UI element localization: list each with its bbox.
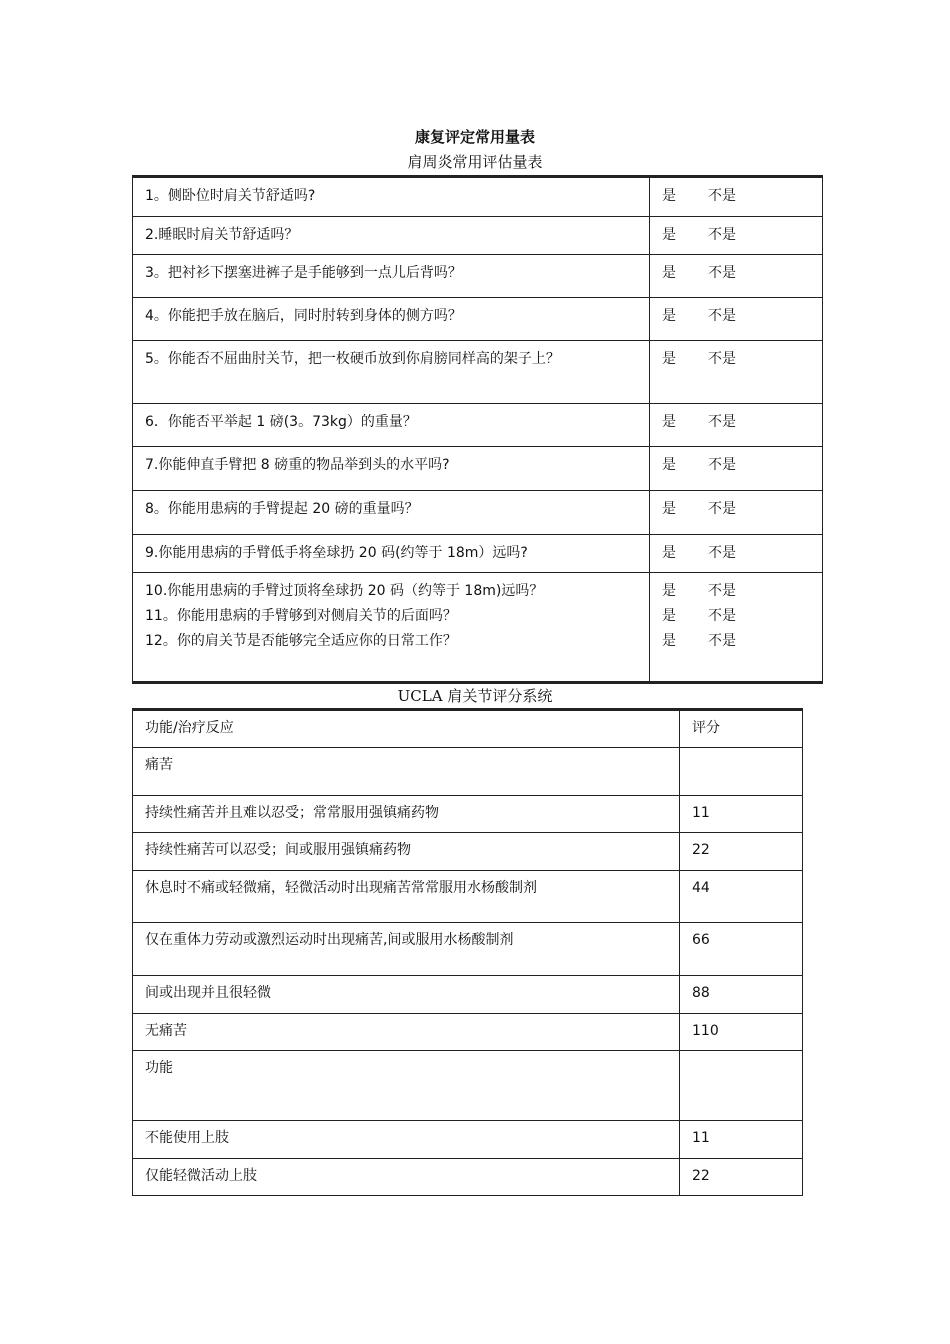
question-line: 12。你的肩关节是否能够完全适应你的日常工作？ [145, 633, 457, 649]
answer-yes: 是 [662, 501, 676, 517]
answer-no: 不是 [708, 414, 736, 430]
table-header-row [133, 710, 803, 748]
answer-yes: 是 [662, 583, 676, 599]
criterion-cell: 无痛苦 [133, 1014, 680, 1051]
score-cell: 11 [680, 1121, 803, 1159]
answer-no: 不是 [708, 188, 736, 204]
ucla-scale-caption: UCLA 肩关节评分系统 [397, 687, 553, 705]
score-cell: 66 [680, 923, 803, 976]
criterion-cell: 持续性痛苦可以忍受；间或服用强镇痛药物 [133, 833, 680, 871]
answer-cell [650, 217, 823, 255]
table-row [133, 447, 823, 491]
score-cell: 11 [680, 796, 803, 833]
shoulder-scale-table [132, 175, 823, 684]
answer-cell [650, 341, 823, 404]
answer-yes: 是 [662, 457, 676, 473]
question-cell: 9.你能用患病的手臂低手将垒球扔 20 码(约等于 18m）远吗? [133, 535, 650, 573]
answer-no: 不是 [708, 608, 736, 624]
question-cell: 7.你能伸直手臂把 8 磅重的物品举到头的水平吗? [133, 447, 650, 491]
answer-cell [650, 535, 823, 573]
table-row [133, 217, 823, 255]
answer-no: 不是 [708, 227, 736, 243]
answer-no: 不是 [708, 351, 736, 367]
answer-no: 不是 [708, 457, 736, 473]
answer-yes: 是 [662, 414, 676, 430]
column-header-function: 功能/治疗反应 [133, 710, 680, 748]
column-header-score: 评分 [680, 710, 803, 748]
answer-no: 不是 [708, 545, 736, 561]
answer-yes: 是 [662, 351, 676, 367]
table-row [133, 177, 823, 217]
answer-no: 不是 [708, 265, 736, 281]
answer-yes: 是 [662, 188, 676, 204]
criterion-cell: 不能使用上肢 [133, 1121, 680, 1159]
score-cell: 44 [680, 871, 803, 923]
table-row [133, 535, 823, 573]
table-row [133, 1121, 803, 1159]
criterion-cell: 痛苦 [133, 748, 680, 796]
question-cell: 1。侧卧位时肩关节舒适吗? [133, 177, 650, 217]
criterion-cell: 仅在重体力劳动或激烈运动时出现痛苦,间或服用水杨酸制剂 [133, 923, 680, 976]
answer-cell [650, 177, 823, 217]
criterion-cell: 间或出现并且很轻微 [133, 976, 680, 1014]
answer-yes: 是 [662, 545, 676, 561]
table-row [133, 404, 823, 447]
shoulder-scale-caption: 肩周炎常用评估量表 [407, 153, 543, 171]
answer-cell [650, 491, 823, 535]
table-row [133, 976, 803, 1014]
score-cell [680, 748, 803, 796]
score-cell: 88 [680, 976, 803, 1014]
question-line: 11。你能用患病的手臂够到对侧肩关节的后面吗？ [145, 608, 457, 624]
table-row [133, 748, 803, 796]
answer-no: 不是 [708, 583, 736, 599]
answer-cell [650, 255, 823, 298]
answer-yes: 是 [662, 265, 676, 281]
answer-no: 不是 [708, 633, 736, 649]
answer-yes: 是 [662, 608, 676, 624]
criterion-cell: 持续性痛苦并且难以忍受；常常服用强镇痛药物 [133, 796, 680, 833]
answer-cell [650, 447, 823, 491]
table-row [133, 923, 803, 976]
table-row [133, 255, 823, 298]
score-cell: 22 [680, 1159, 803, 1196]
answer-yes: 是 [662, 227, 676, 243]
answer-no: 不是 [708, 308, 736, 324]
question-cell: 6．你能否平举起 1 磅(3。73kg）的重量？ [133, 404, 650, 447]
question-line: 10.你能用患病的手臂过顶将垒球扔 20 码（约等于 18m)远吗？ [145, 583, 544, 599]
score-cell: 22 [680, 833, 803, 871]
answer-cell [650, 298, 823, 341]
answer-cell [650, 573, 823, 683]
criterion-cell: 功能 [133, 1051, 680, 1121]
table-row [133, 298, 823, 341]
question-cell: 8。你能用患病的手臂提起 20 磅的重量吗？ [133, 491, 650, 535]
table-row [133, 573, 823, 683]
answer-cell [650, 404, 823, 447]
question-cell: 2.睡眠时肩关节舒适吗？ [133, 217, 650, 255]
question-cell: 4。你能把手放在脑后，同时肘转到身体的侧方吗？ [133, 298, 650, 341]
table-row [133, 833, 803, 871]
table-row [133, 871, 803, 923]
score-cell [680, 1051, 803, 1121]
ucla-scale-table [132, 708, 803, 1196]
question-cell: 3。把衬衫下摆塞进裤子是手能够到一点儿后背吗？ [133, 255, 650, 298]
table-row [133, 1159, 803, 1196]
score-cell: 110 [680, 1014, 803, 1051]
table-row [133, 1051, 803, 1121]
criterion-cell: 仅能轻微活动上肢 [133, 1159, 680, 1196]
question-cell: 5。你能否不屈曲肘关节，把一枚硬币放到你肩膀同样高的架子上？ [133, 341, 650, 404]
table-row [133, 1014, 803, 1051]
document-title: 康复评定常用量表 [414, 128, 535, 146]
answer-yes: 是 [662, 633, 676, 649]
question-cell-group [133, 573, 650, 683]
table-row [133, 341, 823, 404]
answer-no: 不是 [708, 501, 736, 517]
table-row [133, 491, 823, 535]
table-row [133, 796, 803, 833]
criterion-cell: 休息时不痛或轻微痛，轻微活动时出现痛苦常常服用水杨酸制剂 [133, 871, 680, 923]
answer-yes: 是 [662, 308, 676, 324]
